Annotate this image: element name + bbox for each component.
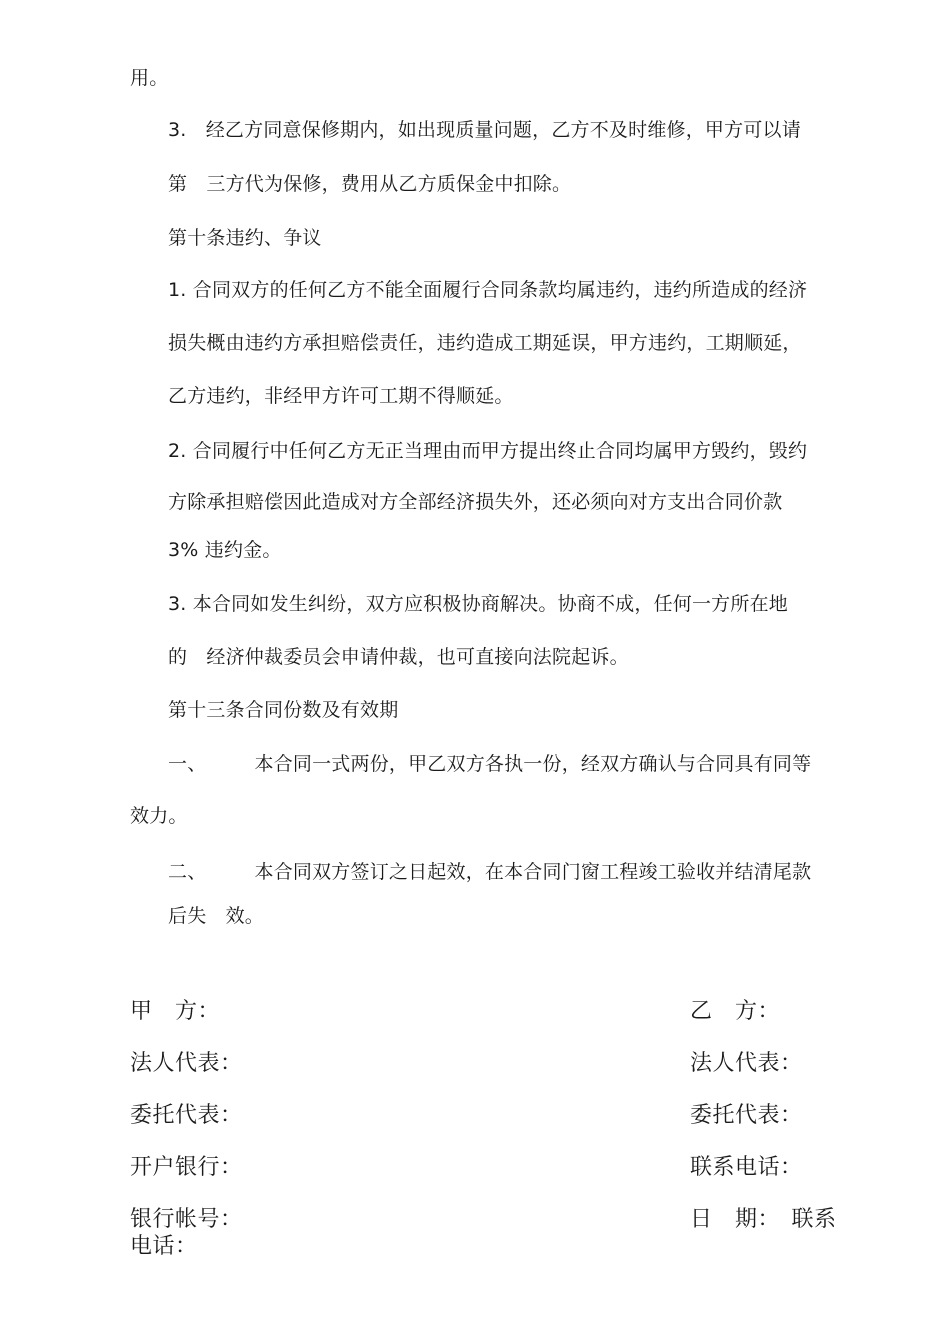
paragraph-line: 3% 违约金。 [168,539,282,561]
party-a-account-label: 银行帐号： [130,1207,243,1232]
paragraph-line: 1. 合同双方的任何乙方不能全面履行合同条款均属违约，违约所造成的经济 [168,279,808,301]
paragraph-line: 乙方违约，非经甲方许可工期不得顺延。 [168,385,514,407]
paragraph-line: 损失概由违约方承担赔偿责任，违约造成工期延误，甲方违约，工期顺延， [168,332,802,354]
paragraph-line: 2. 合同履行中任何乙方无正当理由而甲方提出终止合同均属甲方毁约，毁约 [168,440,808,462]
paragraph-line: 效力。 [130,805,188,827]
party-b-legal-rep-label: 法人代表： [690,1051,803,1076]
section-heading: 第十条违约、争议 [168,227,322,249]
party-b-agent-label: 委托代表： [690,1103,803,1128]
paragraph-line: 二、 本合同双方签订之日起效，在本合同门窗工程竣工验收并结清尾款 [168,861,812,883]
paragraph-line: 后失 效。 [168,905,265,927]
paragraph-line: 3. 经乙方同意保修期内，如出现质量问题，乙方不及时维修，甲方可以请 [168,119,801,141]
section-heading: 第十三条合同份数及有效期 [168,699,399,721]
paragraph-line: 3. 本合同如发生纠纷，双方应积极协商解决。协商不成，任何一方所在地 [168,593,788,615]
party-a-legal-rep-label: 法人代表： [130,1051,243,1076]
paragraph-line: 一、 本合同一式两份，甲乙双方各执一份，经双方确认与合同具有同等 [168,753,812,775]
party-a-phone-label: 电话： [130,1234,198,1259]
paragraph-line: 第 三方代为保修，费用从乙方质保金中扣除。 [168,173,572,195]
party-b-date-label: 日 期： 联系 [690,1207,837,1232]
party-a-agent-label: 委托代表： [130,1103,243,1128]
paragraph-line: 用。 [130,67,169,89]
party-b-phone-label: 联系电话： [690,1155,803,1180]
paragraph-line: 方除承担赔偿因此造成对方全部经济损失外，还必须向对方支出合同价款 [168,491,783,513]
party-b-label: 乙 方： [690,999,781,1024]
party-a-label: 甲 方： [130,999,221,1024]
party-a-bank-label: 开户银行： [130,1155,243,1180]
paragraph-line: 的 经济仲裁委员会申请仲裁，也可直接向法院起诉。 [168,646,629,668]
